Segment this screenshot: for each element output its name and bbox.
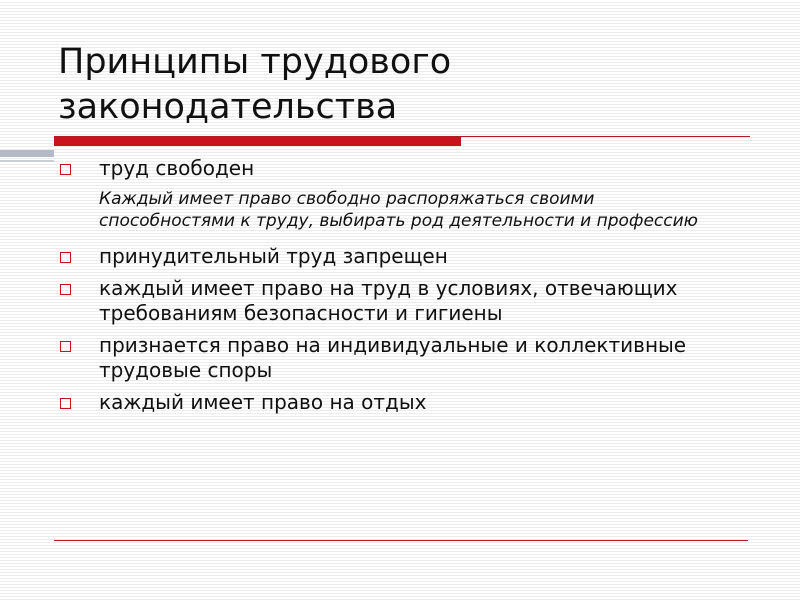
decorative-grey-bar [0, 150, 54, 157]
bullet-item-2 [60, 244, 750, 269]
bullet-item-text: каждый имеет право на отдых [99, 390, 427, 414]
hollow-square-bullet-icon [60, 164, 71, 175]
bullet-item-1-description: Каждый имеет право свободно распоряжаться своими способностями к труду, выбирать род деятельности и профессию [99, 189, 698, 231]
footer-divider [54, 540, 748, 541]
slide-title: Принципы трудового законодательства [58, 42, 452, 127]
bullet-item-3 [60, 276, 750, 326]
bullet-item-text: признается право на индивидуальные и коллективные трудовые споры [99, 333, 687, 382]
bullet-item-1 [60, 156, 750, 181]
bullet-item-5 [60, 390, 750, 415]
bullet-item-text: принудительный труд запрещен [99, 244, 448, 268]
bullet-item-text: каждый имеет право на труд в условиях, отвечающих требованиям безопасности и гигиены [99, 276, 678, 325]
bullet-list [60, 156, 750, 422]
hollow-square-bullet-icon [60, 341, 71, 352]
decorative-grey-line [0, 160, 54, 162]
hollow-square-bullet-icon [60, 284, 71, 295]
bullet-item-text: труд свободен [99, 156, 255, 180]
title-underline-accent-bar [54, 137, 461, 146]
bullet-item-4 [60, 333, 750, 383]
hollow-square-bullet-icon [60, 398, 71, 409]
hollow-square-bullet-icon [60, 252, 71, 263]
